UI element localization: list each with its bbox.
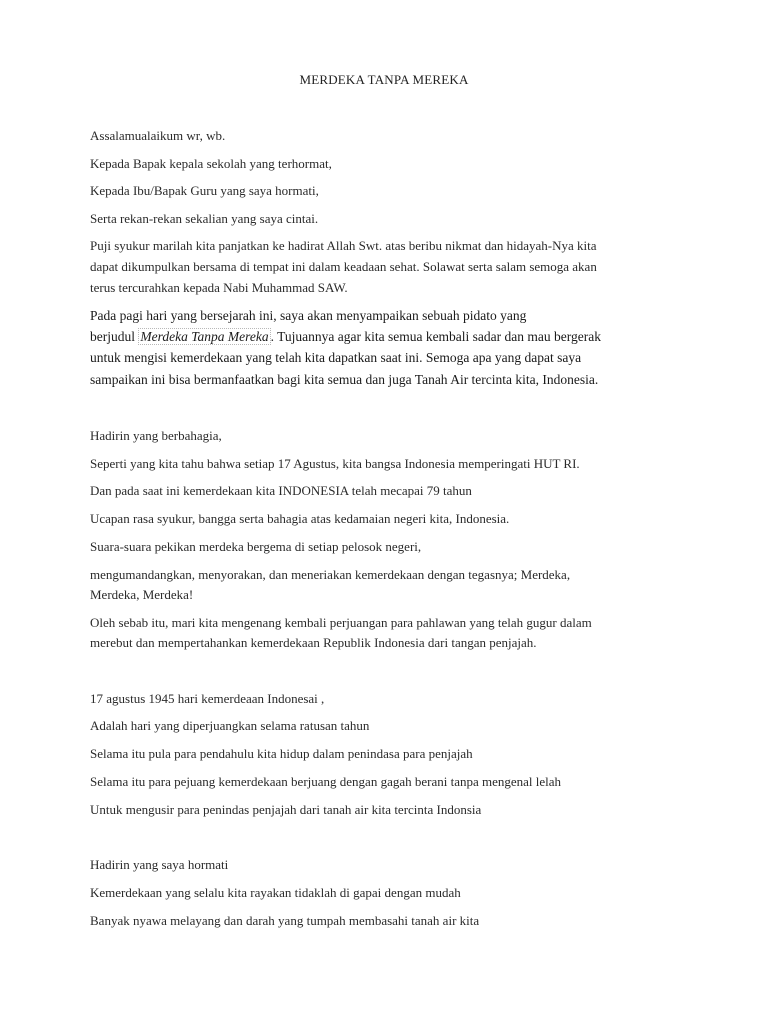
- paragraph-line: Kemerdekaan yang selalu kita rayakan tidaklah di gapai dengan mudah: [90, 885, 461, 900]
- paragraph-line: Adalah hari yang diperjuangkan selama ratusan tahun: [90, 718, 370, 733]
- paragraph-line: Pada pagi hari yang bersejarah ini, saya akan menyampaikan sebuah pidato yang: [90, 308, 527, 323]
- greeting-line: Serta rekan-rekan sekalian yang saya cintai.: [90, 211, 319, 226]
- paragraph-line: Merdeka, Merdeka!: [90, 587, 194, 602]
- paragraph-line: terus tercurahkan kepada Nabi Muhammad SAW.: [90, 280, 348, 295]
- paragraph-line-with-title: [90, 327, 690, 347]
- paragraph-line: Banyak nyawa melayang dan darah yang tumpah membasahi tanah air kita: [90, 913, 480, 928]
- paragraph-line: merebut dan mempertahankan kemerdekaan Republik Indonesia dari tangan penjajah.: [90, 635, 537, 650]
- paragraph-line: Puji syukur marilah kita panjatkan ke hadirat Allah Swt. atas beribu nikmat dan hidayah-Nya kita: [90, 238, 597, 253]
- paragraph-line: untuk mengisi kemerdekaan yang telah kita dapatkan saat ini. Semoga apa yang dapat saya: [90, 350, 582, 365]
- paragraph-text: berjudul: [90, 329, 139, 344]
- paragraph-text: . Tujuannya agar kita semua kembali sadar dan mau bergerak: [270, 329, 601, 344]
- section-heading: Hadirin yang saya hormati: [90, 857, 229, 872]
- greeting-line: Kepada Bapak kepala sekolah yang terhormat,: [90, 156, 332, 171]
- salutation-line: Assalamualaikum wr, wb.: [90, 128, 226, 143]
- speech-title-link[interactable]: Merdeka Tanpa Mereka: [140, 329, 269, 344]
- paragraph-line: 17 agustus 1945 hari kemerdeaan Indonesai ,: [90, 691, 325, 706]
- paragraph-line: mengumandangkan, menyorakan, dan meneriakan kemerdekaan dengan tegasnya; Merdeka,: [90, 567, 571, 582]
- paragraph-line: Suara-suara pekikan merdeka bergema di setiap pelosok negeri,: [90, 539, 422, 554]
- section-heading: Hadirin yang berbahagia,: [90, 428, 222, 443]
- document-title: MERDEKA TANPA MEREKA: [299, 72, 469, 87]
- paragraph-line: sampaikan ini bisa bermanfaatkan bagi kita semua dan juga Tanah Air tercinta kita, Indonesia.: [90, 372, 599, 387]
- paragraph-line: dapat dikumpulkan bersama di tempat ini dalam keadaan sehat. Solawat serta salam semoga akan: [90, 259, 597, 274]
- paragraph-line: Seperti yang kita tahu bahwa setiap 17 Agustus, kita bangsa Indonesia memperingati HUT RI.: [90, 456, 580, 471]
- greeting-line: Kepada Ibu/Bapak Guru yang saya hormati,: [90, 183, 319, 198]
- paragraph-line: Untuk mengusir para penindas penjajah dari tanah air kita tercinta Indonsia: [90, 802, 482, 817]
- paragraph-line: Dan pada saat ini kemerdekaan kita INDONESIA telah mecapai 79 tahun: [90, 483, 472, 498]
- paragraph-line: Selama itu pula para pendahulu kita hidup dalam penindasa para penjajah: [90, 746, 473, 761]
- paragraph-line: Selama itu para pejuang kemerdekaan berjuang dengan gagah berani tanpa mengenal lelah: [90, 774, 562, 789]
- paragraph-line: Oleh sebab itu, mari kita mengenang kembali perjuangan para pahlawan yang telah gugur dalam: [90, 615, 592, 630]
- paragraph-line: Ucapan rasa syukur, bangga serta bahagia atas kedamaian negeri kita, Indonesia.: [90, 511, 510, 526]
